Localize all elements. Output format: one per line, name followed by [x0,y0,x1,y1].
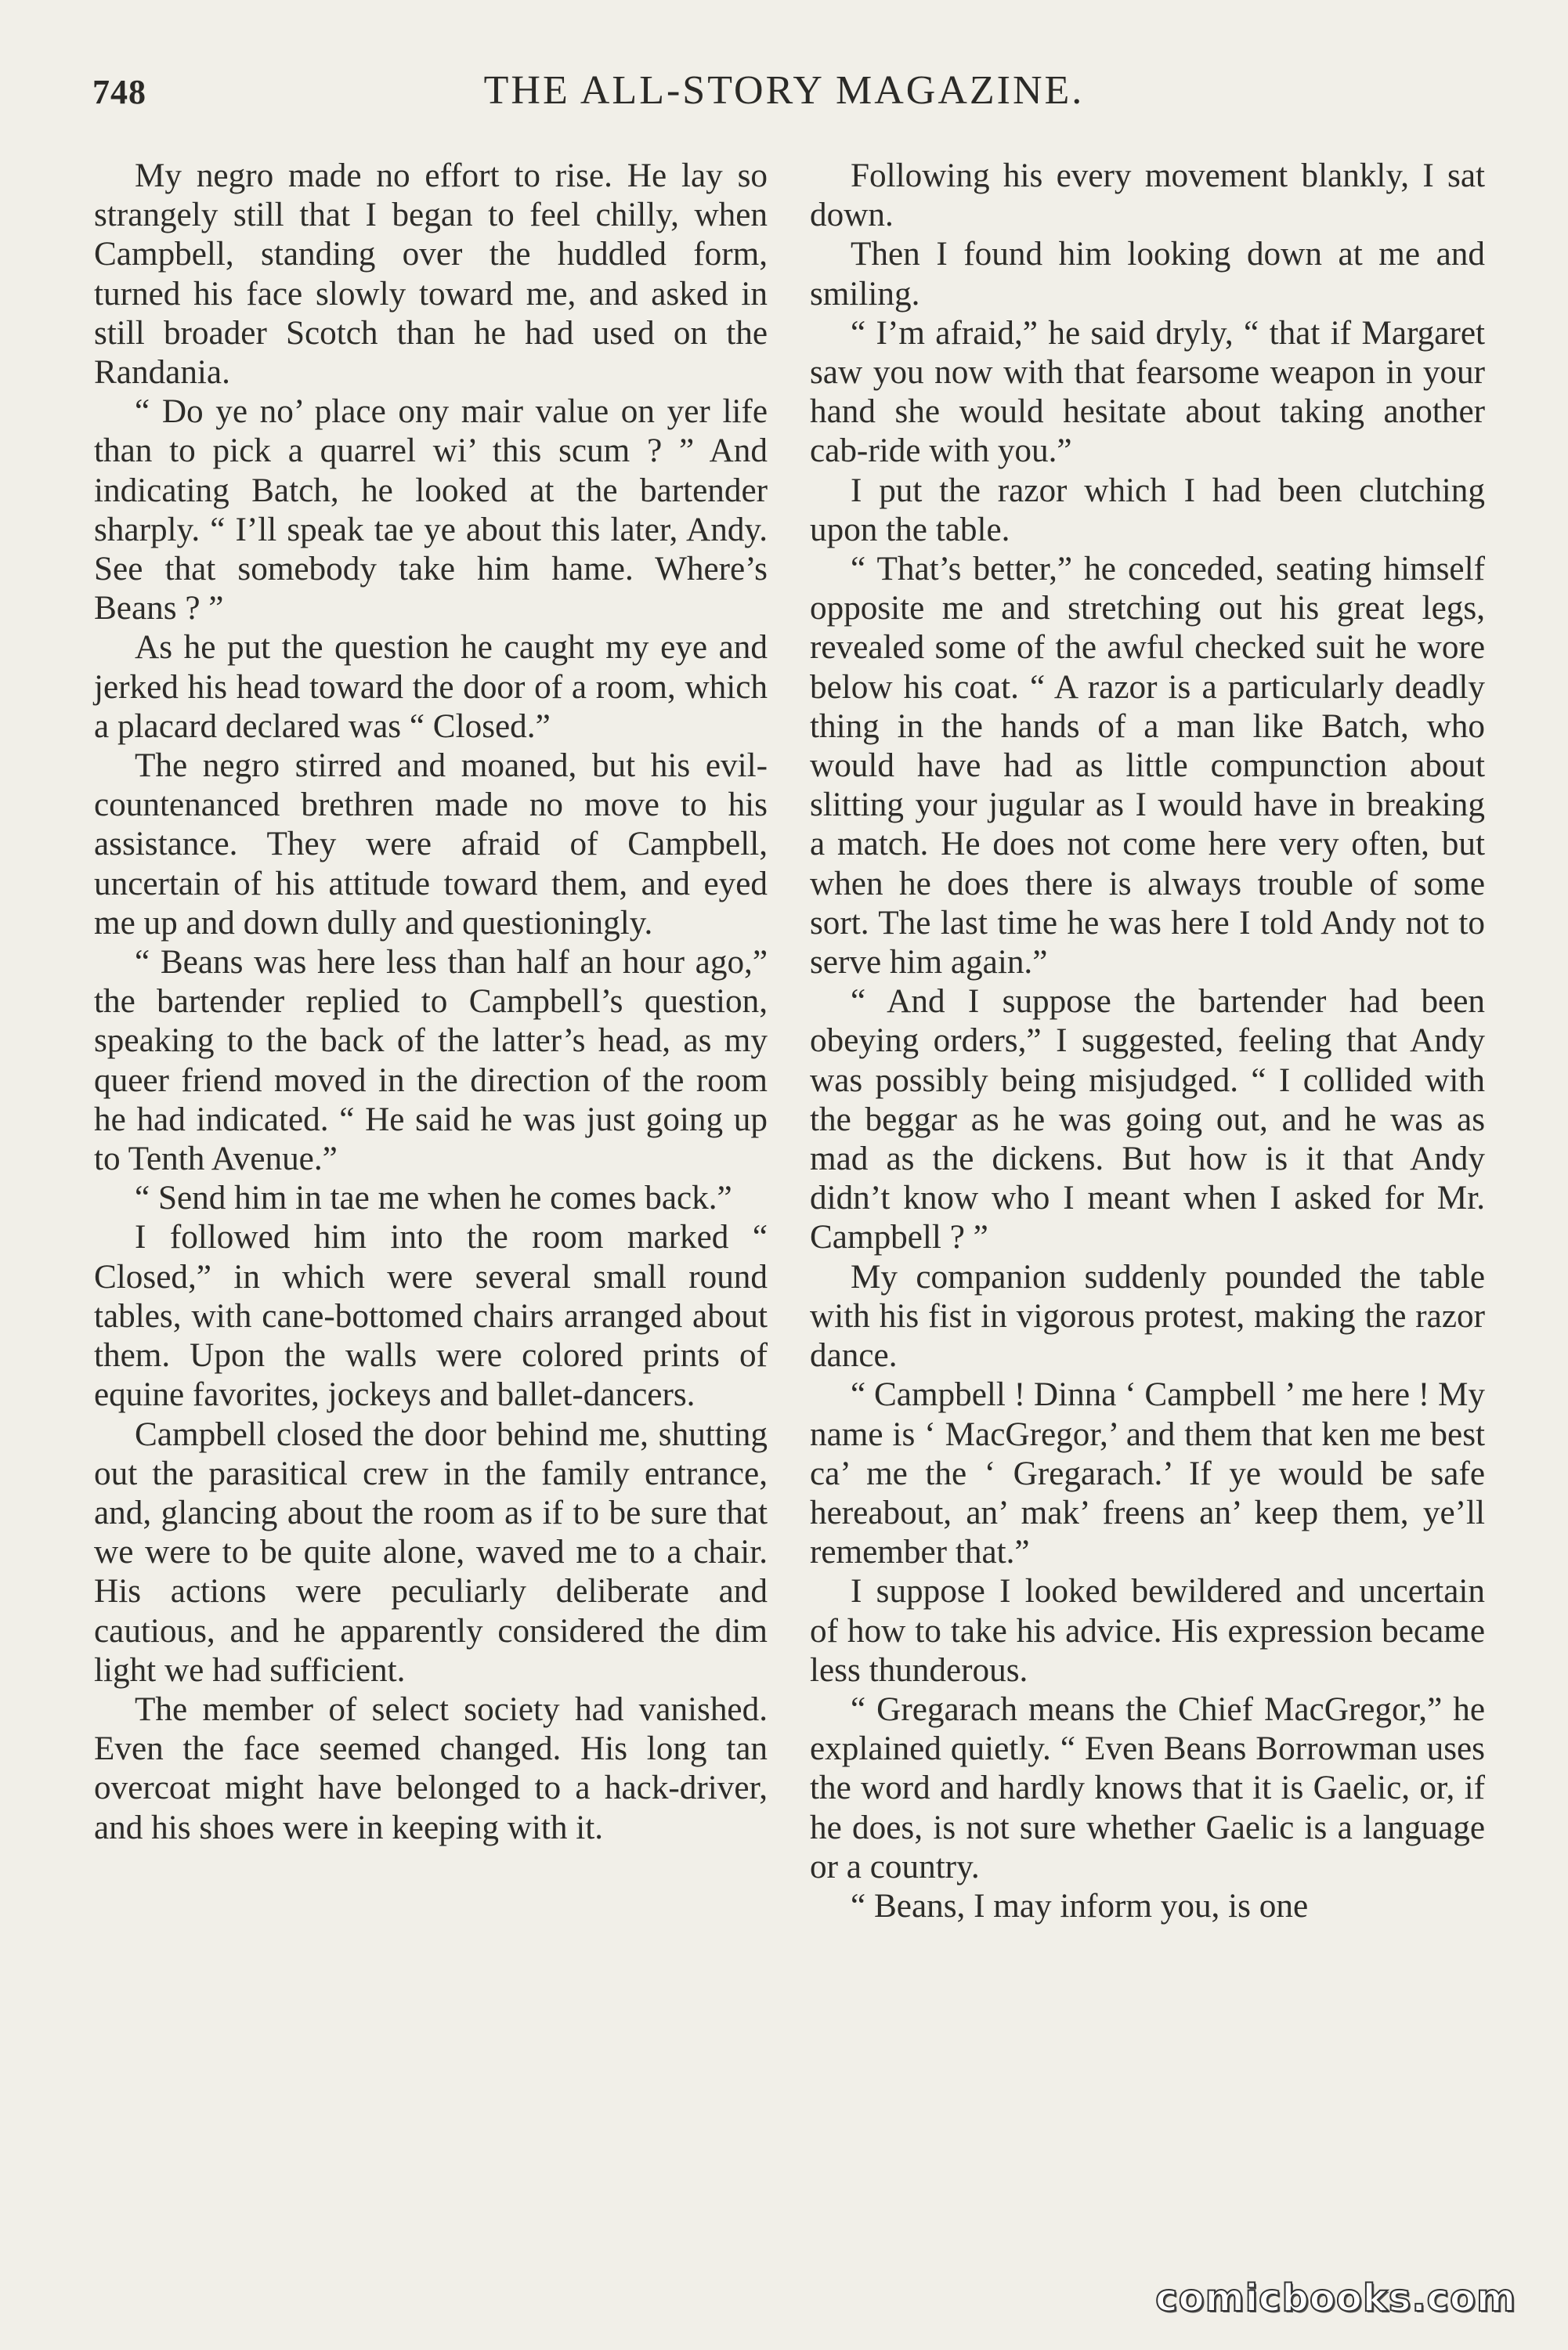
paragraph: I suppose I looked bewildered and uncertain of how to take his advice. His expression became less thunderous. [810,1573,1485,1689]
paragraph: I followed him into the room marked “ Closed,” in which were several small round tables, with cane-bottomed chairs arranged about them. Upon the walls were colored prints of equine favorites, jockeys and ballet-dancers. [94,1219,768,1414]
paragraph: “ Do ye no’ place ony mair value on yer life than to pick a quarrel wi’ this scum ? ” And indicating Batch, he looked at the bartender sharply. “ I’ll speak tae ye about this later, Andy. See that somebody take him hame. Where’s Beans ? ” [94,393,768,627]
paragraph: Then I found him looking down at me and smiling. [810,236,1485,313]
paragraph: The negro stirred and moaned, but his evil-countenanced brethren made no move to his assistance. They were afraid of Campbell, uncertain of his attitude toward them, and eyed me up and down dully and questioningly. [94,747,768,942]
paragraph: “ Gregarach means the Chief MacGregor,” he explained quietly. “ Even Beans Borrowman uses the word and hardly knows that it is Gaelic, or, if he does, is not sure whether Gaelic is a language or a country. [810,1690,1485,1885]
paragraph: “ Beans, I may inform you, is one [851,1887,1309,1925]
magazine-title: THE ALL-STORY MAGAZINE. [483,68,1085,113]
paragraph: “ I’m afraid,” he said dryly, “ that if Margaret saw you now with that fearsome weapon in your hand she would hesitate about taking another cab-ride with you.” [810,314,1485,470]
paragraph: I put the razor which I had been clutching upon the table. [810,472,1485,548]
paragraph: “ Send him in tae me when he comes back.” [135,1180,732,1217]
paragraph: “ Beans was here less than half an hour ago,” the bartender replied to Campbell’s question, speaking to the back of the latter’s head, as my queer friend moved in the direction of the room he had indicated. “ He said he was just going up to Tenth Avenue.” [94,944,768,1178]
paragraph: “ That’s better,” he conceded, seating himself opposite me and stretching out his great legs, revealed some of the awful checked suit he wore below his coat. “ A razor is a particularly deadly thing in the hands of a man like Batch, who would have had as little compunction about slitting your jugular as I would have in breaking a match. He does not come here very often, but when he does there is always trouble of some sort. The last time he was here I told Andy not to serve him again.” [810,551,1485,982]
paragraph: Campbell closed the door behind me, shutting out the parasitical crew in the family entrance, and, glancing about the room as if to be sure that we were to be quite alone, waved me to a chair. His actions were peculiarly deliberate and cautious, and he apparently considered the dim light we had sufficient. [94,1415,768,1689]
paragraph: My negro made no effort to rise. He lay so strangely still that I began to feel chilly, when Campbell, standing over the huddled form, turned his face slowly toward me, and asked in still broader Scotch than he had used on the Randania. [94,157,768,392]
paragraph: As he put the question he caught my eye and jerked his head toward the door of a room, which a placard declared was “ Closed.” [94,629,768,745]
left-text-column [94,157,768,2272]
paragraph: Following his every movement blankly, I sat down. [810,157,1485,234]
paragraph: My companion suddenly pounded the table with his fist in vigorous protest, making the razor dance. [810,1258,1485,1375]
paragraph: “ And I suppose the bartender had been obeying orders,” I suggested, feeling that Andy was possibly being misjudged. “ I collided with the beggar as he was going out, and he was as mad as the dickens. But how is it that Andy didn’t know who I meant when I asked for Mr. Campbell ? ” [810,983,1485,1256]
paragraph: “ Campbell ! Dinna ‘ Campbell ’ me here ! My name is ‘ MacGregor,’ and them that ken me best ca’ me the ‘ Gregarach.’ If ye would be safe hereabout, an’ mak’ freens an’ keep them, ye’ll remember that.” [810,1376,1485,1571]
paragraph: The member of select society had vanished. Even the face seemed changed. His long tan overcoat might have belonged to a hack-driver, and his shoes were in keeping with it. [94,1690,768,1846]
page-number: 748 [92,73,146,111]
watermark-logo: comicbooks.com [1155,2276,1516,2320]
page-header [92,67,1476,130]
right-text-column [810,157,1485,2272]
